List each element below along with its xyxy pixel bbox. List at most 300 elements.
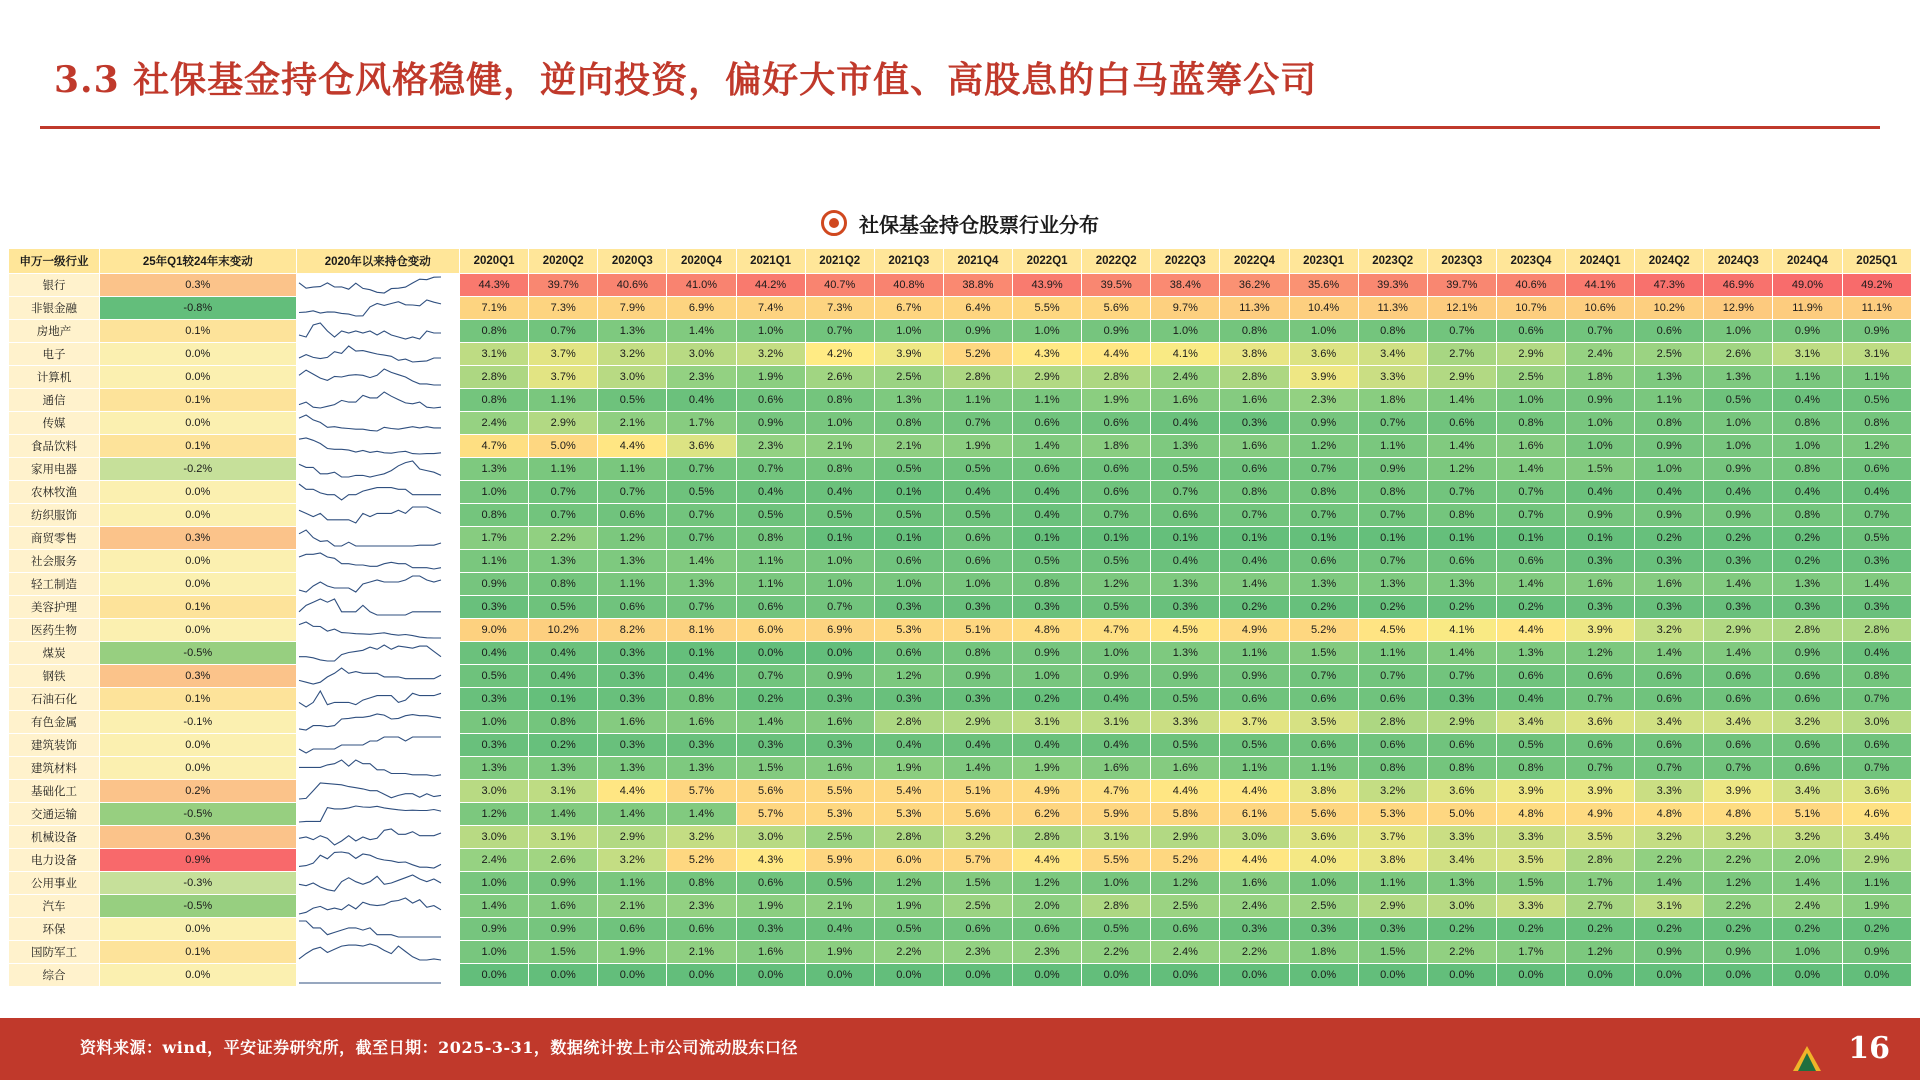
heatmap-cell: 0.2% — [1013, 688, 1082, 711]
heatmap-cell: 0.6% — [1427, 550, 1496, 573]
heatmap-cell: 5.3% — [805, 803, 874, 826]
heatmap-cell: 0.7% — [1496, 504, 1565, 527]
heatmap-cell: 1.3% — [667, 757, 736, 780]
heatmap-cell: 0.2% — [1220, 596, 1289, 619]
heatmap-cell: 0.6% — [1082, 458, 1151, 481]
quarterly-change-cell: 0.2% — [100, 780, 296, 803]
heatmap-cell: 8.1% — [667, 619, 736, 642]
heatmap-cell: 0.7% — [1220, 504, 1289, 527]
heatmap-cell: 0.9% — [1013, 642, 1082, 665]
table-row — [9, 688, 1912, 711]
quarterly-change-cell: 0.3% — [100, 527, 296, 550]
heatmap-cell: 3.9% — [1704, 780, 1773, 803]
target-dot-icon — [821, 210, 847, 236]
heatmap-cell: 5.6% — [1289, 803, 1358, 826]
table-row — [9, 366, 1912, 389]
heatmap-cell: 7.9% — [598, 297, 667, 320]
heatmap-cell: 2.9% — [1704, 619, 1773, 642]
heatmap-cell: 0.6% — [1704, 734, 1773, 757]
heatmap-cell: 0.6% — [1566, 734, 1635, 757]
table-row — [9, 573, 1912, 596]
heatmap-cell: 2.5% — [1635, 343, 1704, 366]
heatmap-cell: 2.7% — [1566, 895, 1635, 918]
heatmap-cell: 0.2% — [1496, 918, 1565, 941]
heatmap-cell: 0.4% — [1842, 642, 1911, 665]
heatmap-cell: 0.1% — [874, 481, 943, 504]
heatmap-cell: 0.5% — [1220, 734, 1289, 757]
heatmap-cell: 0.3% — [736, 918, 805, 941]
heatmap-cell: 1.6% — [1082, 757, 1151, 780]
heatmap-cell: 0.3% — [598, 688, 667, 711]
heatmap-cell: 1.3% — [1496, 642, 1565, 665]
heatmap-cell: 0.3% — [460, 596, 529, 619]
industry-label: 银行 — [9, 274, 100, 297]
heatmap-cell: 0.2% — [1704, 527, 1773, 550]
heatmap-cell: 1.0% — [805, 573, 874, 596]
heatmap-cell: 0.3% — [598, 734, 667, 757]
heatmap-cell: 0.6% — [1427, 412, 1496, 435]
heatmap-cell: 0.6% — [874, 550, 943, 573]
heatmap-cell: 0.4% — [1220, 550, 1289, 573]
heatmap-cell: 1.9% — [598, 941, 667, 964]
heatmap-cell: 0.6% — [1496, 320, 1565, 343]
col-quarter: 2023Q2 — [1358, 249, 1427, 274]
heatmap-cell: 0.4% — [943, 481, 1012, 504]
heatmap-cell: 3.7% — [529, 343, 598, 366]
heatmap-cell: 1.4% — [736, 711, 805, 734]
heatmap-cell: 1.3% — [1427, 573, 1496, 596]
heatmap-cell: 2.8% — [1773, 619, 1842, 642]
quarterly-change-cell: 0.0% — [100, 757, 296, 780]
table-row — [9, 918, 1912, 941]
heatmap-cell: 0.7% — [1289, 665, 1358, 688]
quarterly-change-cell: 0.0% — [100, 412, 296, 435]
heatmap-cell: 5.5% — [1082, 849, 1151, 872]
heatmap-cell: 3.9% — [1496, 780, 1565, 803]
heatmap-cell: 40.6% — [1496, 274, 1565, 297]
heatmap-cell: 3.8% — [1220, 343, 1289, 366]
heatmap-cell: 1.1% — [1220, 757, 1289, 780]
heatmap-cell: 3.9% — [874, 343, 943, 366]
heatmap-cell: 0.4% — [1704, 481, 1773, 504]
quarterly-change-cell: 0.1% — [100, 596, 296, 619]
heatmap-cell: 0.7% — [1635, 757, 1704, 780]
heatmap-cell: 1.4% — [1427, 389, 1496, 412]
heatmap-cell: 9.0% — [460, 619, 529, 642]
heatmap-cell: 2.8% — [1566, 849, 1635, 872]
heatmap-cell: 0.7% — [667, 527, 736, 550]
heatmap-cell: 39.7% — [1427, 274, 1496, 297]
heatmap-cell: 2.5% — [874, 366, 943, 389]
heatmap-cell: 1.4% — [1496, 573, 1565, 596]
table-row — [9, 895, 1912, 918]
heatmap-cell: 2.9% — [943, 711, 1012, 734]
heatmap-cell: 3.2% — [1635, 619, 1704, 642]
heatmap-cell: 5.3% — [874, 803, 943, 826]
slide-title-bar — [0, 0, 1920, 132]
industry-allocation-heatmap — [8, 248, 1912, 987]
heatmap-cell: 3.1% — [1013, 711, 1082, 734]
heatmap-cell: 3.2% — [1773, 711, 1842, 734]
trend-sparkline — [296, 619, 460, 642]
col-quarter: 2023Q4 — [1496, 249, 1565, 274]
heatmap-cell: 0.8% — [874, 412, 943, 435]
heatmap-cell: 1.0% — [1635, 458, 1704, 481]
heatmap-cell: 40.8% — [874, 274, 943, 297]
heatmap-cell: 1.1% — [598, 872, 667, 895]
heatmap-cell: 1.0% — [1082, 872, 1151, 895]
heatmap-cell: 1.3% — [1635, 366, 1704, 389]
heatmap-cell: 0.4% — [874, 734, 943, 757]
heatmap-cell: 0.8% — [1773, 458, 1842, 481]
heatmap-cell: 0.3% — [943, 688, 1012, 711]
heatmap-cell: 0.5% — [943, 458, 1012, 481]
heatmap-cell: 5.9% — [1082, 803, 1151, 826]
industry-label: 食品饮料 — [9, 435, 100, 458]
heatmap-cell: 1.0% — [1289, 320, 1358, 343]
table-header-row — [9, 249, 1912, 274]
heatmap-cell: 0.7% — [805, 320, 874, 343]
heatmap-cell: 0.9% — [1842, 941, 1911, 964]
industry-label: 传媒 — [9, 412, 100, 435]
heatmap-cell: 0.0% — [1220, 964, 1289, 987]
quarterly-change-cell: -0.5% — [100, 895, 296, 918]
heatmap-cell: 2.2% — [1635, 849, 1704, 872]
heatmap-cell: 0.6% — [736, 389, 805, 412]
heatmap-cell: 7.1% — [460, 297, 529, 320]
heatmap-cell: 0.3% — [1704, 550, 1773, 573]
heatmap-cell: 1.7% — [667, 412, 736, 435]
trend-sparkline — [296, 435, 460, 458]
heatmap-cell: 0.7% — [667, 504, 736, 527]
heatmap-cell: 0.4% — [1013, 504, 1082, 527]
heatmap-cell: 0.3% — [805, 734, 874, 757]
industry-label: 家用电器 — [9, 458, 100, 481]
heatmap-cell: 1.0% — [1704, 435, 1773, 458]
heatmap-cell: 0.4% — [943, 734, 1012, 757]
heatmap-cell: 0.5% — [874, 504, 943, 527]
heatmap-cell: 5.7% — [943, 849, 1012, 872]
heatmap-cell: 0.9% — [943, 665, 1012, 688]
trend-sparkline — [296, 412, 460, 435]
quarterly-change-cell: 0.1% — [100, 941, 296, 964]
industry-label: 社会服务 — [9, 550, 100, 573]
heatmap-cell: 39.7% — [529, 274, 598, 297]
heatmap-cell: 0.0% — [460, 964, 529, 987]
heatmap-cell: 1.1% — [1289, 757, 1358, 780]
table-row — [9, 412, 1912, 435]
heatmap-cell: 41.0% — [667, 274, 736, 297]
heatmap-cell: 6.9% — [805, 619, 874, 642]
heatmap-cell: 2.9% — [1427, 711, 1496, 734]
heatmap-cell: 0.7% — [1358, 412, 1427, 435]
heatmap-cell: 0.6% — [598, 918, 667, 941]
heatmap-cell: 2.4% — [1151, 941, 1220, 964]
heatmap-cell: 0.3% — [1151, 596, 1220, 619]
heatmap-cell: 6.2% — [1013, 803, 1082, 826]
heatmap-cell: 0.7% — [1082, 504, 1151, 527]
heatmap-cell: 0.8% — [1358, 481, 1427, 504]
heatmap-cell: 0.5% — [1013, 550, 1082, 573]
heatmap-cell: 0.0% — [736, 964, 805, 987]
heatmap-cell: 0.0% — [805, 642, 874, 665]
heatmap-cell: 0.1% — [1289, 527, 1358, 550]
heatmap-cell: 0.5% — [1496, 734, 1565, 757]
heatmap-cell: 0.9% — [1704, 504, 1773, 527]
heatmap-cell: 5.5% — [805, 780, 874, 803]
heatmap-cell: 0.5% — [1151, 458, 1220, 481]
heatmap-cell: 0.1% — [1566, 527, 1635, 550]
heatmap-cell: 0.6% — [667, 918, 736, 941]
heatmap-cell: 3.4% — [1842, 826, 1911, 849]
heatmap-cell: 3.7% — [1220, 711, 1289, 734]
heatmap-cell: 1.4% — [667, 803, 736, 826]
heatmap-cell: 3.2% — [598, 343, 667, 366]
heatmap-cell: 0.2% — [1358, 596, 1427, 619]
heatmap-cell: 0.1% — [874, 527, 943, 550]
heatmap-cell: 0.7% — [1842, 504, 1911, 527]
heatmap-cell: 0.8% — [1635, 412, 1704, 435]
col-change: 25年Q1较24年末变动 — [100, 249, 296, 274]
heatmap-cell: 1.0% — [943, 573, 1012, 596]
industry-label: 电力设备 — [9, 849, 100, 872]
heatmap-cell: 3.0% — [1842, 711, 1911, 734]
heatmap-cell: 2.5% — [1496, 366, 1565, 389]
heatmap-cell: 0.4% — [460, 642, 529, 665]
heatmap-cell: 4.4% — [1220, 780, 1289, 803]
heatmap-cell: 0.7% — [1427, 665, 1496, 688]
heatmap-cell: 3.9% — [1566, 619, 1635, 642]
heatmap-cell: 3.0% — [1220, 826, 1289, 849]
heatmap-cell: 5.9% — [805, 849, 874, 872]
quarterly-change-cell: 0.0% — [100, 343, 296, 366]
heatmap-cell: 0.9% — [1289, 412, 1358, 435]
heatmap-cell: 44.3% — [460, 274, 529, 297]
heatmap-cell: 1.6% — [529, 895, 598, 918]
heatmap-cell: 0.3% — [1013, 596, 1082, 619]
heatmap-cell: 1.0% — [1289, 872, 1358, 895]
col-trend: 2020年以来持仓变动 — [296, 249, 460, 274]
heatmap-cell: 0.6% — [1496, 550, 1565, 573]
heatmap-cell: 1.0% — [460, 481, 529, 504]
heatmap-cell: 5.2% — [1289, 619, 1358, 642]
heatmap-cell: 0.0% — [529, 964, 598, 987]
heatmap-cell: 0.2% — [1496, 596, 1565, 619]
table-row — [9, 274, 1912, 297]
heatmap-cell: 1.5% — [1358, 941, 1427, 964]
quarterly-change-cell: 0.3% — [100, 665, 296, 688]
heatmap-cell: 0.2% — [1704, 918, 1773, 941]
heatmap-cell: 0.6% — [1773, 665, 1842, 688]
heatmap-cell: 0.3% — [1289, 918, 1358, 941]
heatmap-cell: 0.5% — [736, 504, 805, 527]
table-header — [9, 249, 1912, 274]
heatmap-cell: 5.5% — [1013, 297, 1082, 320]
col-quarter: 2022Q2 — [1082, 249, 1151, 274]
heatmap-cell: 1.0% — [1704, 412, 1773, 435]
heatmap-cell: 0.0% — [1773, 964, 1842, 987]
heatmap-cell: 1.1% — [529, 389, 598, 412]
heatmap-cell: 0.6% — [1704, 688, 1773, 711]
heatmap-cell: 0.7% — [805, 596, 874, 619]
heatmap-cell: 2.9% — [1358, 895, 1427, 918]
heatmap-cell: 0.5% — [943, 504, 1012, 527]
trend-sparkline — [296, 504, 460, 527]
heatmap-cell: 12.1% — [1427, 297, 1496, 320]
heatmap-cell: 1.1% — [1013, 389, 1082, 412]
quarterly-change-cell: -0.3% — [100, 872, 296, 895]
heatmap-cell: 6.4% — [943, 297, 1012, 320]
heatmap-cell: 46.9% — [1704, 274, 1773, 297]
heatmap-cell: 5.1% — [1773, 803, 1842, 826]
heatmap-cell: 4.1% — [1427, 619, 1496, 642]
heatmap-cell: 0.3% — [1635, 550, 1704, 573]
heatmap-cell: 0.7% — [736, 665, 805, 688]
col-quarter: 2025Q1 — [1842, 249, 1911, 274]
table-row — [9, 619, 1912, 642]
heatmap-cell: 1.0% — [874, 573, 943, 596]
heatmap-cell: 5.4% — [874, 780, 943, 803]
table-row — [9, 964, 1912, 987]
heatmap-cell: 0.6% — [1427, 734, 1496, 757]
heatmap-cell: 1.3% — [529, 757, 598, 780]
heatmap-cell: 1.1% — [1773, 366, 1842, 389]
industry-label: 医药生物 — [9, 619, 100, 642]
heatmap-cell: 1.2% — [1842, 435, 1911, 458]
heatmap-cell: 2.8% — [1082, 895, 1151, 918]
heatmap-cell: 0.5% — [874, 918, 943, 941]
heatmap-cell: 1.4% — [1842, 573, 1911, 596]
heatmap-cell: 0.9% — [805, 665, 874, 688]
heatmap-cell: 2.9% — [1151, 826, 1220, 849]
heatmap-cell: 1.1% — [1842, 872, 1911, 895]
industry-label: 非银金融 — [9, 297, 100, 320]
heatmap-cell: 1.4% — [943, 757, 1012, 780]
trend-sparkline — [296, 757, 460, 780]
trend-sparkline — [296, 573, 460, 596]
heatmap-cell: 0.3% — [460, 688, 529, 711]
table-row — [9, 596, 1912, 619]
heatmap-cell: 3.7% — [1358, 826, 1427, 849]
heatmap-cell: 0.9% — [460, 918, 529, 941]
heatmap-cell: 0.6% — [874, 642, 943, 665]
heatmap-cell: 3.4% — [1773, 780, 1842, 803]
heatmap-cell: 2.8% — [874, 826, 943, 849]
heatmap-cell: 1.6% — [1635, 573, 1704, 596]
heatmap-cell: 1.4% — [1773, 872, 1842, 895]
industry-label: 建筑装饰 — [9, 734, 100, 757]
heatmap-cell: 11.1% — [1842, 297, 1911, 320]
table-row — [9, 642, 1912, 665]
heatmap-cell: 0.3% — [805, 688, 874, 711]
heatmap-cell: 0.7% — [529, 504, 598, 527]
heatmap-cell: 3.7% — [529, 366, 598, 389]
heatmap-cell: 0.3% — [1842, 596, 1911, 619]
heatmap-cell: 0.5% — [1151, 688, 1220, 711]
heatmap-cell: 2.4% — [1773, 895, 1842, 918]
heatmap-cell: 1.4% — [1704, 573, 1773, 596]
col-quarter: 2021Q1 — [736, 249, 805, 274]
heatmap-cell: 0.4% — [805, 481, 874, 504]
title-divider — [40, 126, 1880, 129]
heatmap-cell: 3.6% — [1842, 780, 1911, 803]
heatmap-cell: 0.7% — [1566, 320, 1635, 343]
heatmap-cell: 0.8% — [529, 711, 598, 734]
heatmap-cell: 1.1% — [1635, 389, 1704, 412]
trend-sparkline — [296, 297, 460, 320]
table-row — [9, 734, 1912, 757]
heatmap-cell: 1.3% — [1151, 573, 1220, 596]
heatmap-cell: 0.1% — [1220, 527, 1289, 550]
heatmap-cell: 0.7% — [667, 458, 736, 481]
heatmap-cell: 0.8% — [1220, 481, 1289, 504]
heatmap-cell: 3.6% — [667, 435, 736, 458]
heatmap-cell: 0.7% — [1566, 757, 1635, 780]
heatmap-cell: 4.5% — [1151, 619, 1220, 642]
heatmap-cell: 0.9% — [1635, 435, 1704, 458]
source-note: 资料来源：wind，平安证券研究所，截至日期：2025-3-31，数据统计按上市公司流动股东口径 — [80, 1038, 798, 1057]
industry-label: 钢铁 — [9, 665, 100, 688]
heatmap-cell: 0.7% — [1358, 504, 1427, 527]
trend-sparkline — [296, 550, 460, 573]
trend-sparkline — [296, 527, 460, 550]
heatmap-cell: 1.2% — [598, 527, 667, 550]
heatmap-cell: 0.5% — [1842, 527, 1911, 550]
heatmap-cell: 1.2% — [1704, 872, 1773, 895]
heatmap-cell: 5.6% — [943, 803, 1012, 826]
heatmap-cell: 1.9% — [736, 366, 805, 389]
heatmap-cell: 1.4% — [1220, 573, 1289, 596]
trend-sparkline — [296, 895, 460, 918]
industry-label: 基础化工 — [9, 780, 100, 803]
heatmap-cell: 2.8% — [1358, 711, 1427, 734]
heatmap-cell: 1.2% — [1566, 642, 1635, 665]
heatmap-cell: 6.9% — [667, 297, 736, 320]
heatmap-cell: 3.1% — [1635, 895, 1704, 918]
heatmap-cell: 1.6% — [1220, 872, 1289, 895]
heatmap-cell: 3.2% — [667, 826, 736, 849]
heatmap-cell: 0.9% — [1773, 642, 1842, 665]
heatmap-cell: 1.8% — [1082, 435, 1151, 458]
heatmap-cell: 0.0% — [1566, 964, 1635, 987]
heatmap-cell: 0.4% — [1013, 481, 1082, 504]
heatmap-cell: 0.2% — [529, 734, 598, 757]
heatmap-cell: 2.3% — [1013, 941, 1082, 964]
industry-label: 纺织服饰 — [9, 504, 100, 527]
heatmap-cell: 1.9% — [1082, 389, 1151, 412]
heatmap-cell: 40.7% — [805, 274, 874, 297]
heatmap-cell: 3.2% — [598, 849, 667, 872]
col-quarter: 2020Q1 — [460, 249, 529, 274]
heatmap-cell: 35.6% — [1289, 274, 1358, 297]
heatmap-cell: 0.3% — [736, 734, 805, 757]
heatmap-cell: 0.9% — [1566, 504, 1635, 527]
quarterly-change-cell: 0.3% — [100, 826, 296, 849]
page-number: 16 — [1848, 1031, 1890, 1066]
heatmap-cell: 1.3% — [1773, 573, 1842, 596]
heatmap-cell: 3.0% — [460, 826, 529, 849]
heatmap-cell: 1.0% — [736, 320, 805, 343]
heatmap-cell: 0.6% — [1220, 688, 1289, 711]
quarterly-change-cell: -0.5% — [100, 642, 296, 665]
heatmap-cell: 3.5% — [1566, 826, 1635, 849]
heatmap-cell: 0.0% — [667, 964, 736, 987]
heatmap-cell: 5.7% — [736, 803, 805, 826]
col-quarter: 2020Q3 — [598, 249, 667, 274]
heatmap-cell: 2.5% — [1289, 895, 1358, 918]
quarterly-change-cell: 0.1% — [100, 320, 296, 343]
quarterly-change-cell: 0.0% — [100, 619, 296, 642]
